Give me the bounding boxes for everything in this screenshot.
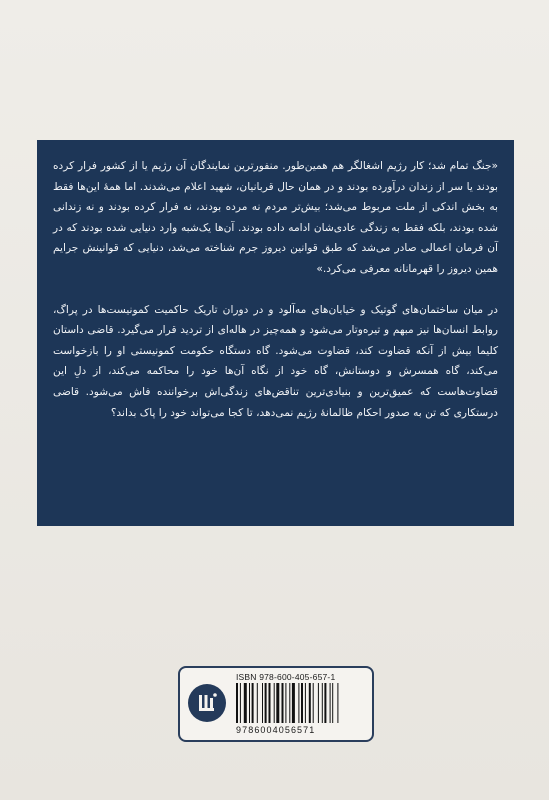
barcode-bar [282,683,284,723]
blurb-description-paragraph: در میان ساختمان‌های گوتیک و خیابان‌های مه‌آلود و در دوران تاریک حاکمیت کمونیست‌ها در پراگ، روابط انسان‌ها نیز مبهم و تیره‌وتار می‌شود و همه‌چیز در هاله‌ای از تردید قرار می‌گیرد. قاضی داستان کلیما بیش از آنکه قضاوت کند، قضاوت می‌شود. گاه دستگاه حکومت کمونیستی او را بازخواست می‌کند، گاه همسرش و دوستانش، گاه خود از نگاه آن‌ها خود را محاکمه می‌کند، از دلِ این قضاوت‌هاست که عمیق‌ترین و بنیادی‌ترین تناقض‌های زندگی‌اش برخواننده فاش می‌شود. قاضی درستکاری که تن به صدور احکام ظالمانهٔ رژیم نمی‌دهد، تا کجا می‌تواند خود را پاک بداند؟ [53,303,498,419]
publisher-logo-icon [188,684,226,722]
barcode-bar [337,683,338,723]
blurb-panel [37,140,514,526]
barcode-bar [257,683,258,723]
barcode-bar [269,683,271,723]
barcode-bar [249,683,250,723]
isbn-barcode-box [178,666,374,742]
barcode-bar [330,683,331,723]
blurb-quote-paragraph: «جنگ تمام شد؛ کار رژیم اشغالگر هم همین‌طور. منفورترین نمایندگان آن رژیم یا از کشور فرار کرده بودند یا سر از زندان درآورده بودند و در همان حال قربانیان، شهید اعلام می‌شدند. اما همهٔ این‌ها فقط به بخش اندکی از ملت مربوط می‌شد؛ بیش‌تر مردم نه مرده بودند، نه فرار کرده بودند و نه زندانی شده بودند، بلکه فقط به زندگی عادی‌شان ادامه داده بودند. آن‌ها یک‌شبه وارد دنیایی شده بودند که در آن فرمان اعمالی صادر می‌شد که طبق قوانین دیروز جرم شناخته می‌شد، دنیایی که قوانینش جرایم همین دیروز را قهرمانانه معرفی می‌کرد.» [53,160,498,275]
barcode-bar [236,683,238,723]
barcode-bar [285,683,286,723]
barcode-bar [305,683,306,723]
barcode-bar [289,683,290,723]
barcode-graphic [236,683,364,723]
barcode-bar [301,683,303,723]
barcode-bar [252,683,254,723]
barcode-bar [309,683,311,723]
barcode-bar [324,683,326,723]
barcode-bar [318,683,319,723]
barcode-bar [274,683,275,723]
publisher-logo-glyph [188,684,226,722]
barcode-bar [322,683,323,723]
barcode-number: 9786004056571 [236,725,316,735]
barcode-bar [298,683,299,723]
barcode-bar [262,683,263,723]
barcode-bar [240,683,241,723]
barcode-bar [332,683,333,723]
barcode-bar [292,683,295,723]
barcode-bar [265,683,267,723]
barcode-bar [244,683,247,723]
isbn-label: ISBN 978-600-405-657-1 [236,672,336,682]
barcode-bar [313,683,314,723]
barcode-bar [276,683,279,723]
